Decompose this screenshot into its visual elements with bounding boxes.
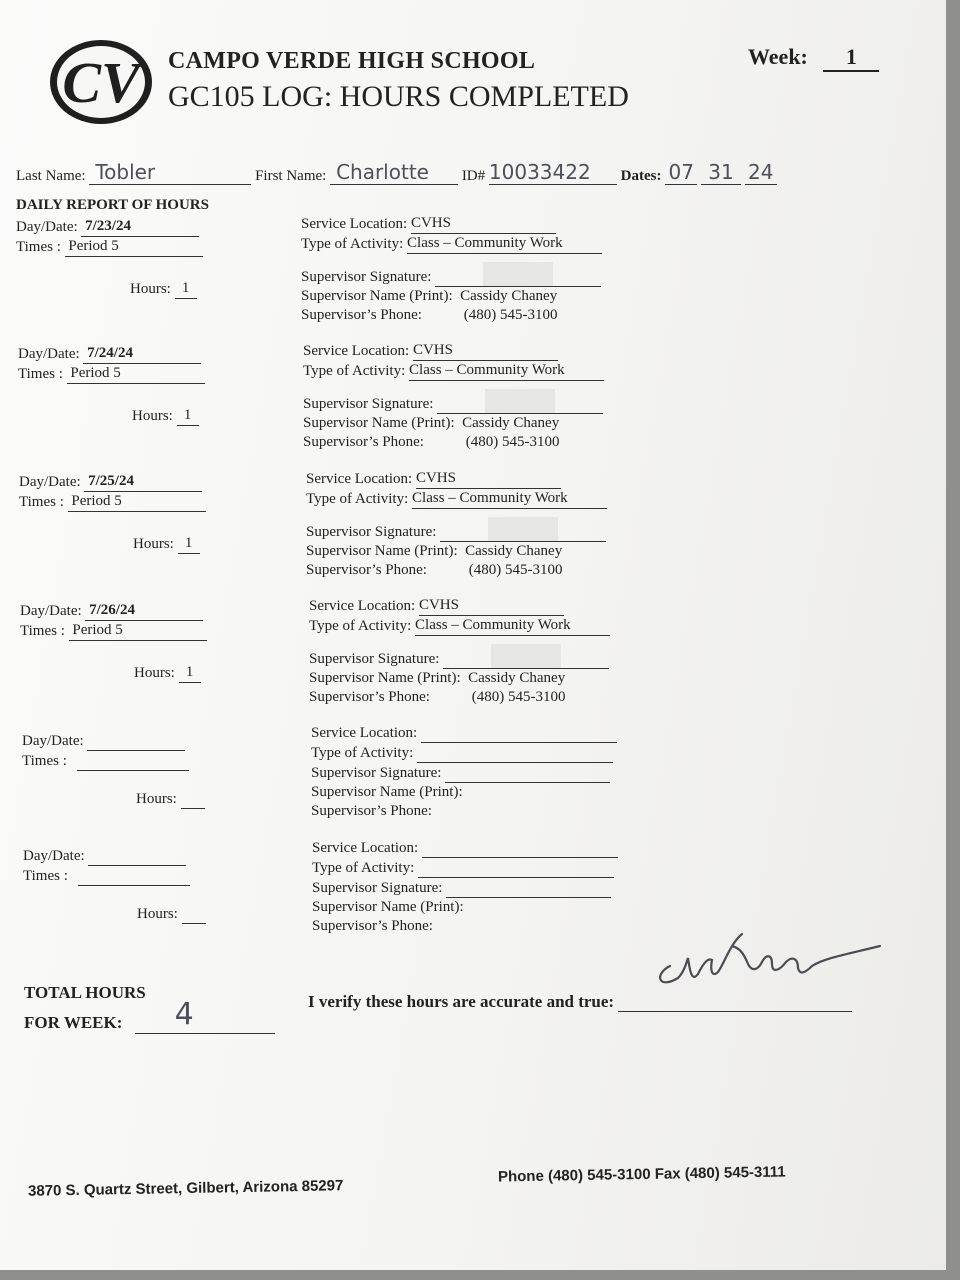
times-label: Times :	[19, 494, 64, 510]
type-of-activity-label: Type of Activity:	[301, 236, 404, 252]
supervisor-signature-label: Supervisor Signature:	[303, 396, 434, 412]
day-date-field[interactable]	[87, 731, 185, 751]
activity-field[interactable]: Class – Community Work	[407, 234, 602, 254]
day-date-label: Day/Date:	[19, 474, 81, 490]
date-month-field[interactable]: 07	[665, 160, 697, 185]
total-hours-block	[24, 982, 275, 1034]
supervisor-phone-value: (480) 545-3100	[463, 307, 558, 323]
service-location-field[interactable]: CVHS	[413, 341, 558, 361]
day-date-field[interactable]: 7/26/24	[85, 601, 203, 621]
supervisor-name-label: Supervisor Name (Print):	[303, 415, 455, 431]
times-label: Times :	[23, 868, 68, 884]
entry-5-left	[22, 731, 205, 809]
service-location-label: Service Location:	[306, 471, 413, 487]
times-field[interactable]	[77, 751, 189, 771]
times-label: Times :	[16, 239, 61, 255]
entry-2-left	[18, 344, 205, 426]
supervisor-signature-image	[491, 644, 561, 668]
day-date-field[interactable]: 7/23/24	[81, 217, 199, 237]
type-of-activity-label: Type of Activity:	[306, 491, 409, 507]
entry-6-right	[312, 838, 618, 936]
entry-3-left	[19, 472, 206, 554]
week-value[interactable]: 1	[823, 44, 879, 72]
supervisor-signature-label: Supervisor Signature:	[312, 880, 443, 896]
supervisor-signature-field[interactable]	[445, 763, 610, 783]
total-hours-field[interactable]: 4	[135, 1004, 275, 1034]
service-location-label: Service Location:	[301, 216, 408, 232]
supervisor-signature-field[interactable]	[446, 878, 611, 898]
activity-field[interactable]: Class – Community Work	[409, 361, 604, 381]
date-year-field[interactable]: 24	[745, 160, 777, 185]
type-of-activity-label: Type of Activity:	[312, 860, 415, 876]
supervisor-signature-field[interactable]	[435, 262, 601, 287]
day-date-label: Day/Date:	[20, 603, 82, 619]
hours-label: Hours:	[133, 536, 174, 552]
service-location-field[interactable]: CVHS	[411, 214, 556, 234]
entry-6-left	[23, 846, 206, 924]
activity-field[interactable]	[418, 858, 614, 878]
type-of-activity-label: Type of Activity:	[303, 363, 406, 379]
service-location-label: Service Location:	[311, 725, 418, 741]
student-signature-field[interactable]	[618, 997, 852, 1012]
supervisor-name-label: Supervisor Name (Print):	[311, 784, 463, 800]
supervisor-signature-field[interactable]	[443, 644, 609, 669]
student-signature-image	[648, 924, 884, 996]
service-location-field[interactable]: CVHS	[419, 596, 564, 616]
service-location-label: Service Location:	[312, 840, 419, 856]
hours-field[interactable]	[182, 904, 206, 924]
total-hours-label-2: FOR WEEK:	[24, 1013, 123, 1032]
supervisor-phone-label: Supervisor’s Phone:	[301, 307, 422, 323]
last-name-label: Last Name:	[16, 168, 86, 184]
supervisor-signature-field[interactable]	[437, 389, 603, 414]
times-field[interactable]: Period 5	[65, 237, 203, 257]
service-location-field[interactable]	[421, 723, 617, 743]
supervisor-phone-value: (480) 545-3100	[465, 434, 560, 450]
activity-field[interactable]: Class – Community Work	[412, 489, 607, 509]
entry-1-left	[16, 217, 203, 299]
supervisor-phone-label: Supervisor’s Phone:	[312, 918, 433, 934]
supervisor-name-value: Cassidy Chaney	[460, 288, 558, 304]
supervisor-phone-value: (480) 545-3100	[468, 562, 563, 578]
supervisor-signature-label: Supervisor Signature:	[306, 524, 437, 540]
supervisor-name-value: Cassidy Chaney	[468, 670, 566, 686]
entry-5-right	[311, 723, 617, 821]
service-location-field[interactable]	[422, 838, 618, 858]
school-name: CAMPO VERDE HIGH SCHOOL	[168, 48, 536, 74]
day-date-field[interactable]: 7/25/24	[84, 472, 202, 492]
footer-phone-fax: Phone (480) 545-3100 Fax (480) 545-3111	[497, 1163, 786, 1186]
type-of-activity-label: Type of Activity:	[309, 618, 412, 634]
hours-label: Hours:	[137, 906, 178, 922]
form-title: GC105 LOG: HOURS COMPLETED	[168, 80, 629, 113]
hours-label: Hours:	[134, 665, 175, 681]
times-label: Times :	[20, 623, 65, 639]
day-date-label: Day/Date:	[23, 848, 85, 864]
supervisor-phone-label: Supervisor’s Phone:	[303, 434, 424, 450]
supervisor-phone-label: Supervisor’s Phone:	[309, 689, 430, 705]
times-field[interactable]: Period 5	[69, 621, 207, 641]
entry-2-right	[303, 341, 604, 452]
supervisor-signature-image	[485, 389, 555, 413]
section-title: DAILY REPORT OF HOURS	[16, 197, 209, 213]
footer-address: 3870 S. Quartz Street, Gilbert, Arizona 85297	[27, 1177, 344, 1200]
last-name-field[interactable]: Tobler	[89, 160, 251, 185]
supervisor-phone-label: Supervisor’s Phone:	[306, 562, 427, 578]
supervisor-phone-label: Supervisor’s Phone:	[311, 803, 432, 819]
supervisor-name-label: Supervisor Name (Print):	[312, 899, 464, 915]
service-location-label: Service Location:	[309, 598, 416, 614]
hours-label: Hours:	[130, 281, 171, 297]
first-name-field[interactable]: Charlotte	[330, 160, 458, 185]
supervisor-signature-label: Supervisor Signature:	[309, 651, 440, 667]
times-field[interactable]: Period 5	[68, 492, 206, 512]
hours-field[interactable]: 1	[178, 534, 200, 554]
logo-lettering: CV	[62, 50, 140, 115]
supervisor-phone-value: (480) 545-3100	[471, 689, 566, 705]
day-date-label: Day/Date:	[16, 219, 78, 235]
times-label: Times :	[18, 366, 63, 382]
activity-field[interactable]: Class – Community Work	[415, 616, 610, 636]
entry-4-left	[20, 601, 207, 683]
verify-label: I verify these hours are accurate and true:	[308, 992, 615, 1011]
times-field[interactable]: Period 5	[67, 364, 205, 384]
times-field[interactable]	[78, 866, 190, 886]
entry-1-right	[301, 214, 602, 325]
hours-label: Hours:	[132, 408, 173, 424]
id-field[interactable]: 10033422	[489, 160, 617, 185]
date-day-field[interactable]: 31	[701, 160, 741, 185]
entry-4-right	[309, 596, 610, 707]
supervisor-name-value: Cassidy Chaney	[462, 415, 560, 431]
week-field	[748, 44, 879, 72]
service-location-field[interactable]: CVHS	[416, 469, 561, 489]
day-date-field[interactable]: 7/24/24	[83, 344, 201, 364]
supervisor-signature-label: Supervisor Signature:	[301, 269, 432, 285]
supervisor-signature-image	[483, 262, 553, 286]
supervisor-name-label: Supervisor Name (Print):	[301, 288, 453, 304]
day-date-field[interactable]	[88, 846, 186, 866]
week-label: Week:	[748, 44, 808, 69]
hours-field[interactable]: 1	[179, 663, 201, 683]
supervisor-signature-field[interactable]	[440, 517, 606, 542]
supervisor-signature-label: Supervisor Signature:	[311, 765, 442, 781]
times-label: Times :	[22, 753, 67, 769]
supervisor-name-value: Cassidy Chaney	[465, 543, 563, 559]
hours-field[interactable]: 1	[175, 279, 197, 299]
day-date-label: Day/Date:	[22, 733, 84, 749]
activity-field[interactable]	[417, 743, 613, 763]
type-of-activity-label: Type of Activity:	[311, 745, 414, 761]
student-info-row	[16, 160, 777, 185]
id-label: ID#	[461, 168, 486, 184]
entry-3-right	[306, 469, 607, 580]
supervisor-signature-image	[488, 517, 558, 541]
day-date-label: Day/Date:	[18, 346, 80, 362]
supervisor-name-label: Supervisor Name (Print):	[309, 670, 461, 686]
supervisor-name-label: Supervisor Name (Print):	[306, 543, 458, 559]
first-name-label: First Name:	[255, 168, 327, 184]
school-logo	[48, 36, 154, 128]
hours-field[interactable]: 1	[177, 406, 199, 426]
service-location-label: Service Location:	[303, 343, 410, 359]
hours-label: Hours:	[136, 791, 177, 807]
hours-field[interactable]	[181, 789, 205, 809]
dates-label: Dates:	[620, 168, 662, 184]
total-hours-label-1: TOTAL HOURS	[24, 983, 146, 1002]
